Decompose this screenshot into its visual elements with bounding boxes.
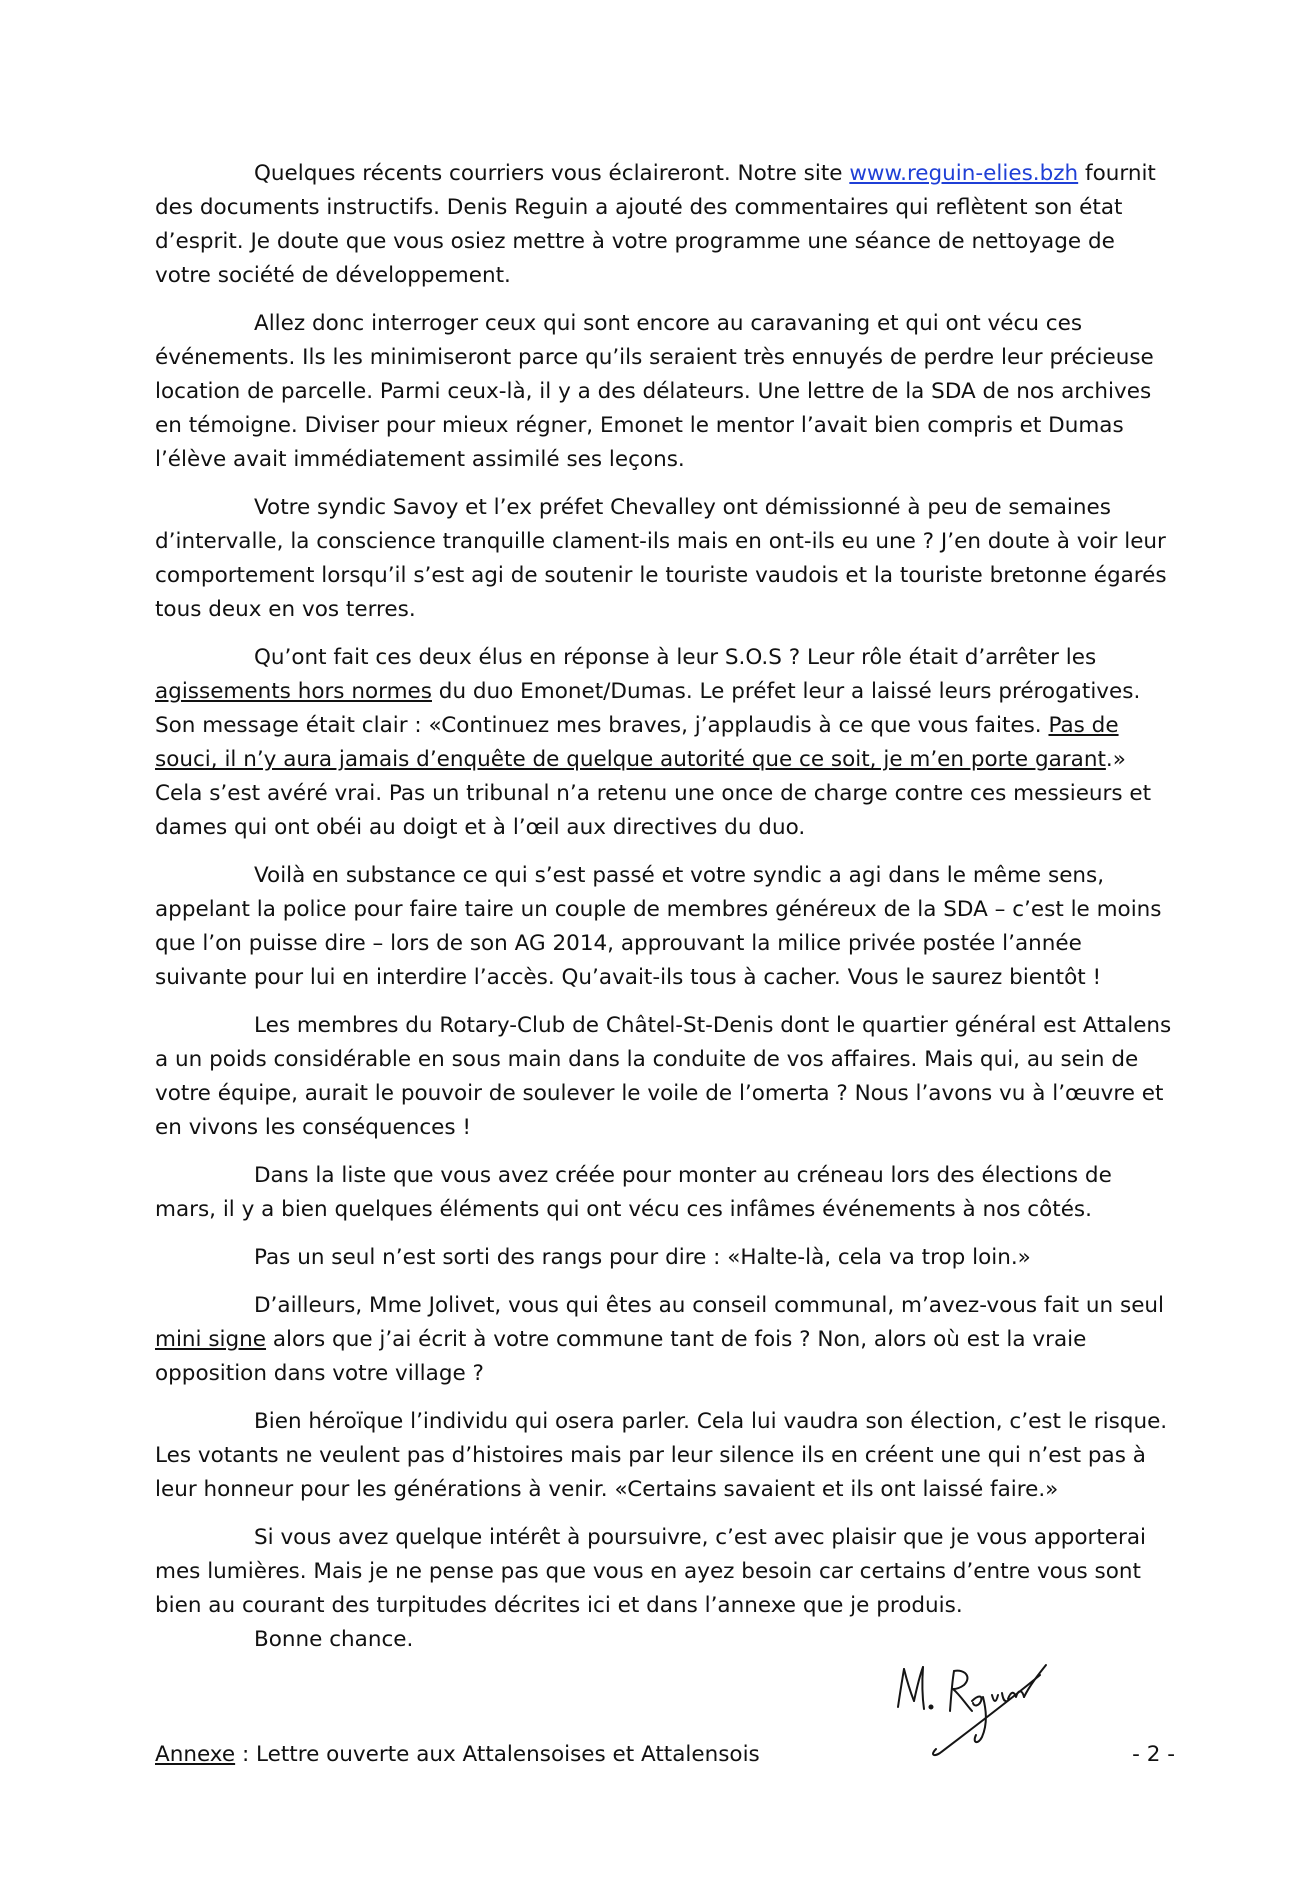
letter-body [155,157,1177,1671]
underlined-text: Pas de souci, il n’y aura jamais d’enquête de quelque autorité que ce soit, je m’en porte garant [155,713,1119,772]
paragraph-text: Voilà en substance ce qui s’est passé et votre syndic a agi dans le même sens, appelant la police pour faire taire un couple de membres généreux de la SDA – c’est le moins que l’on puisse dire – lors de son AG 2014, approuvant la milice privée postée l’année suivante pour lui en interdire l’accès. Qu’avait-ils tous à cacher. Vous le saurez bientôt ! [155,863,1162,990]
paragraph [155,1289,1177,1391]
annexe-label: Annexe [155,1742,236,1767]
paragraph-text: fournit des documents instructifs. Denis Reguin a ajouté des commentaires qui reflètent son état d’esprit. Je doute que vous osiez mettre à votre programme une séance de nettoyage de votre société de développement. [155,161,1156,288]
underlined-text: agissements hors normes [155,679,432,704]
paragraph-text: Bonne chance. [254,1627,414,1652]
paragraph [155,157,1177,293]
paragraph-text: Votre syndic Savoy et l’ex préfet Chevalley ont démissionné à peu de semaines d’intervalle, la conscience tranquille clament-ils mais en ont-ils eu une ? J’en doute à voir leur comportement lorsqu’il s’est agi de soutenir le touriste vaudois et la touriste bretonne égarés tous deux en vos terres. [155,495,1167,622]
paragraph [155,1241,1177,1275]
paragraph [155,1521,1177,1623]
paragraph-text: Si vous avez quelque intérêt à poursuivre, c’est avec plaisir que je vous apporterai mes lumières. Mais je ne pense pas que vous en ayez besoin car certains d’entre vous sont bien au courant des turpitudes décrites ici et dans l’annexe que je produis. [155,1525,1146,1618]
underlined-text: mini signe [155,1327,267,1352]
paragraph [155,641,1177,845]
paragraph [155,307,1177,477]
paragraph-text: Qu’ont fait ces deux élus en réponse à leur S.O.S ? Leur rôle était d’arrêter les [254,645,1097,670]
paragraph-text: Quelques récents courriers vous éclaireront. Notre site [254,161,850,186]
paragraph-text: Pas un seul n’est sorti des rangs pour dire : «Halte-là, cela va trop loin.» [254,1245,1031,1270]
paragraph-text: alors que j’ai écrit à votre commune tant de fois ? Non, alors où est la vraie opposition dans votre village ? [155,1327,1087,1386]
paragraph-text: Allez donc interroger ceux qui sont encore au caravaning et qui ont vécu ces événements. Ils les minimiseront parce qu’ils seraient très ennuyés de perdre leur précieuse location de parcelle. Parmi ceux-là, il y a des délateurs. Une lettre de la SDA de nos archives en témoigne. Diviser pour mieux régner, Emonet le mentor l’avait bien compris et Dumas l’élève avait immédiatement assimilé ses leçons. [155,311,1154,472]
website-link[interactable]: www.reguin-elies.bzh [849,161,1079,186]
paragraph [155,1405,1177,1507]
paragraph [155,1009,1177,1145]
paragraph-text: Dans la liste que vous avez créée pour monter au créneau lors des élections de mars, il y a bien quelques éléments qui ont vécu ces infâmes événements à nos côtés. [155,1163,1112,1222]
paragraph [155,491,1177,627]
page-footer [155,1738,1175,1772]
annexe-title: : Lettre ouverte aux Attalensoises et Attalensois [235,1742,760,1767]
paragraph-text: D’ailleurs, Mme Jolivet, vous qui êtes au conseil communal, m’avez-vous fait un seul [254,1293,1165,1318]
paragraph-text: Les membres du Rotary-Club de Châtel-St-Denis dont le quartier général est Attalens a un poids considérable en sous main dans la conduite de vos affaires. Mais qui, au sein de votre équipe, aurait le pouvoir de soulever le voile de l’omerta ? Nous l’avons vu à l’œuvre et en vivons les conséquences ! [155,1013,1172,1140]
paragraph [155,859,1177,995]
paragraph [155,1159,1177,1227]
page-number: - 2 - [1132,1742,1175,1767]
paragraph-text: Bien héroïque l’individu qui osera parler. Cela lui vaudra son élection, c’est le risque. Les votants ne veulent pas d’histoires mais par leur silence ils en créent une qui n’est pas à leur honneur pour les générations à venir. «Certains savaient et ils ont laissé faire.» [155,1409,1168,1502]
paragraph-text: du duo Emonet/Dumas. Le préfet leur a laissé leurs prérogatives. Son message était clair : «Continuez mes braves, j’applaudis à ce que vous faites. [155,679,1141,738]
paragraph-text: .» Cela s’est avéré vrai. Pas un tribunal n’a retenu une once de charge contre ces messieurs et dames qui ont obéi au doigt et à l’œil aux directives du duo. [155,747,1152,840]
